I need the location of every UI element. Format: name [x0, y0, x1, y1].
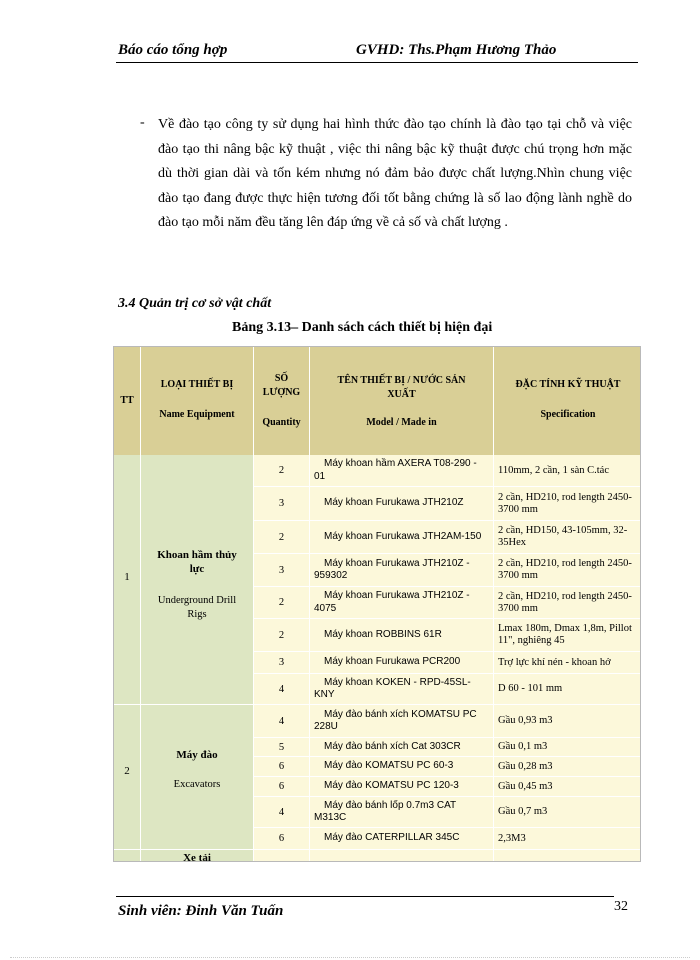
table-row: 4 Máy khoan KOKEN - RPD-45SL-KNY D 60 - 101 mm	[254, 674, 641, 705]
table-row: 5 Máy đào bánh xích Cat 303CR Gầu 0,1 m3	[254, 738, 641, 757]
table-row: 6 Máy đào CATERPILLAR 345C 2,3M3	[254, 828, 641, 850]
table-row: 4 Máy đào bánh xích KOMATSU PC 228U Gầu 0,93 m3	[254, 705, 641, 738]
group-tt-2: 2	[114, 705, 141, 850]
table-header-row	[114, 347, 641, 455]
footer-divider	[116, 896, 614, 897]
table-row: 2 Máy khoan ROBBINS 61R Lmax 180m, Dmax 1,8m, Pillot 11", nghiêng 45	[254, 619, 641, 652]
header-equipment-type: LOẠI THIẾT BỊ Name Equipment	[141, 347, 254, 455]
header-model: TÊN THIẾT BỊ / NƯỚC SẢN XUẤT Model / Made in	[310, 347, 494, 455]
bullet-dash: -	[140, 115, 145, 130]
group-name-2: Máy đào Excavators	[141, 705, 254, 850]
header-tt: TT	[114, 347, 141, 455]
page-bottom-border	[10, 957, 690, 958]
header-divider	[116, 62, 638, 63]
training-paragraph: Về đào tạo công ty sử dụng hai hình thức đào tạo chính là đào tạo tại chỗ và việc đào tạo thi nâng bậc kỹ thuật , việc thi nâng bậc kỹ thuật được chú trọng hơn mặc dù thời gian dài và tốn kém nhưng nó đảm bảo được chất lượng.Nhìn chung việc đào tạo đang được thực hiện tương đối tốt bằng chứng là số lao động lành nghề do đào tạo mỗi năm đều tăng lên đáp ứng về cả số và chất lượng .	[158, 117, 632, 231]
table-row: 3 Máy khoan Furukawa PCR200 Trợ lực khí nén - khoan hở	[254, 652, 641, 674]
group-tt-3	[114, 850, 141, 862]
header-report-title: Báo cáo tổng hợp	[118, 42, 228, 58]
footer-student: Sinh viên: Đinh Văn Tuấn	[118, 903, 284, 919]
header-supervisor: GVHD: Ths.Phạm Hương Thảo	[356, 42, 557, 58]
table-row: 2 Máy khoan hầm AXERA T08-290 - 01 110mm, 2 cần, 1 sàn C.tác	[254, 455, 641, 487]
page-header	[118, 40, 638, 62]
group-name-1: Khoan hầm thủy lực Underground Drill Rigs	[141, 455, 254, 705]
table-row: 6 Máy đào KOMATSU PC 60-3 Gầu 0,28 m3	[254, 757, 641, 777]
header-quantity: SỐ LƯỢNG Quantity	[254, 347, 310, 455]
table-row: 4 Máy đào bánh lốp 0.7m3 CAT M313C Gầu 0,7 m3	[254, 797, 641, 828]
group-name-3: Xe tải	[141, 850, 254, 862]
page-number: 32	[614, 899, 628, 914]
table-row: 3 Máy khoan Furukawa JTH210Z - 959302 2 cần, HD210, rod length 2450-3700 mm	[254, 554, 641, 587]
header-specification: ĐẶC TÍNH KỸ THUẬT Specification	[515, 379, 621, 420]
table-row: 2 Máy khoan Furukawa JTH210Z - 4075 2 cần, HD210, rod length 2450-3700 mm	[254, 587, 641, 619]
table-caption: Bảng 3.13– Danh sách cách thiết bị hiện đại	[232, 320, 493, 335]
table-row: 2 Máy khoan Furukawa JTH2AM-150 2 cần, HD150, 43-105mm, 32-35Hex	[254, 521, 641, 554]
table-row: 3 Máy khoan Furukawa JTH210Z 2 cần, HD210, rod length 2450-3700 mm	[254, 487, 641, 521]
table-row: 6 Máy đào KOMATSU PC 120-3 Gầu 0,45 m3	[254, 777, 641, 797]
section-title: 3.4 Quản trị cơ sở vật chất	[118, 296, 272, 311]
table-row	[254, 850, 641, 862]
equipment-table	[113, 346, 641, 862]
group-tt-1: 1	[114, 455, 141, 705]
